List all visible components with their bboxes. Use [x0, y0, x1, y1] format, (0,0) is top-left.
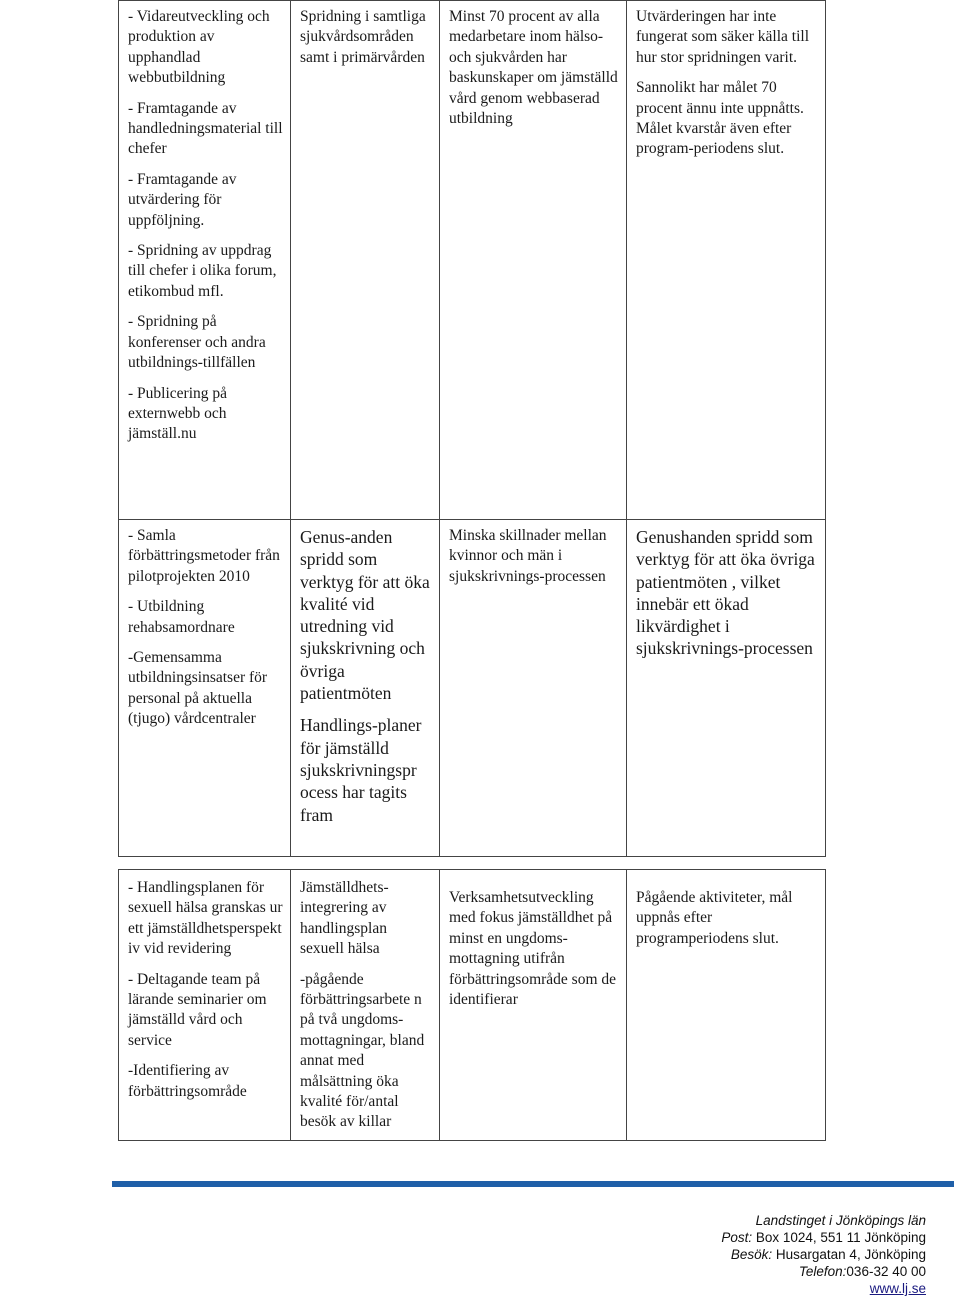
activities-cell — [119, 870, 291, 1141]
website-link[interactable]: www.lj.se — [869, 1281, 926, 1296]
evaluation-cell — [627, 870, 826, 1141]
cell-paragraph: - Framtagande av handledningsmaterial till chefer — [128, 99, 283, 158]
cell-paragraph: - Utbildning rehabsamordnare — [128, 598, 235, 636]
cell-paragraph: - Samla förbättringsmetoder från pilotprojekten 2010 — [128, 527, 280, 585]
cell-paragraph: Verksamhetsutveckling med fokus jämställdhet på minst en ungdoms-mottagning utifrån förbättringsområde som de identifierar — [449, 889, 617, 1009]
cell-paragraph: Jämställdhets-integrering av handlingsplan sexuell hälsa — [300, 879, 389, 958]
cell-paragraph: -pågående förbättringsarbete n på två ungdoms-mottagningar, bland annat med målsättning öka kvalité för/antal besök av killar — [300, 970, 425, 1131]
footer-divider — [112, 1181, 954, 1187]
cell-paragraph: - Deltagande team på lärande seminarier om jämställd vård och service — [128, 970, 267, 1049]
goal-cell — [440, 520, 627, 857]
cell-paragraph: Pågående aktiviteter, mål uppnås efter programperiodens slut. — [636, 889, 793, 947]
evaluation-cell — [627, 520, 826, 857]
phone-value: 036-32 40 00 — [846, 1264, 926, 1279]
page-footer — [721, 1212, 926, 1297]
cell-paragraph: - Handlingsplanen för sexuell hälsa granskas ur ett jämställdhetsperspekt iv vid revidering — [128, 879, 283, 958]
postal-address — [721, 1229, 926, 1246]
activities-cell — [119, 1, 291, 520]
cell-paragraph: - Publicering på externwebb och jämställ.nu — [128, 384, 228, 443]
result-cell — [291, 520, 440, 857]
result-cell — [291, 870, 440, 1141]
cell-paragraph: Genushanden spridd som verktyg för att öka övriga patientmöten , vilket innebär ett ökad likvärdighet i sjukskrivnings-processen — [636, 527, 815, 659]
cell-paragraph: Handlings-planer för jämställd sjukskrivningspr ocess har tagits fram — [300, 715, 422, 825]
goal-cell — [440, 1, 627, 520]
cell-paragraph: Spridning i samtliga sjukvårdsområden samt i primärvården — [300, 8, 426, 66]
cell-paragraph: - Vidareutveckling och produktion av upphandlad webbutbildning — [128, 8, 270, 87]
cell-paragraph: Minst 70 procent av alla medarbetare inom hälso- och sjukvården har baskunskaper om jämställd vård genom webbaserad utbildning — [449, 8, 618, 128]
phone-number — [721, 1263, 926, 1280]
table-section-2 — [118, 519, 826, 857]
post-label: Post: — [721, 1230, 753, 1245]
cell-paragraph: -Identifiering av förbättringsområde — [128, 1062, 247, 1100]
result-cell — [291, 1, 440, 520]
cell-paragraph: Minska skillnader mellan kvinnor och män i sjukskrivnings-processen — [449, 527, 607, 585]
table-section-3 — [118, 869, 826, 1141]
table-row — [119, 870, 826, 1141]
goal-cell — [440, 870, 627, 1141]
visit-value: Husargatan 4, Jönköping — [775, 1247, 926, 1262]
phone-label: Telefon: — [798, 1264, 847, 1279]
table-row — [119, 520, 826, 857]
cell-paragraph: - Framtagande av utvärdering för uppföljning. — [128, 170, 237, 229]
cell-paragraph: - Spridning av uppdrag till chefer i olika forum, etikombud mfl. — [128, 242, 277, 300]
visit-label: Besök: — [730, 1247, 773, 1262]
visit-address — [721, 1246, 926, 1263]
evaluation-cell — [627, 1, 826, 520]
cell-paragraph: Sannolikt har målet 70 procent ännu inte uppnåtts. Målet kvarstår även efter program-periodens slut. — [636, 79, 804, 158]
post-value: Box 1024, 551 11 Jönköping — [755, 1230, 926, 1245]
activities-cell — [119, 520, 291, 857]
cell-paragraph: -Gemensamma utbildningsinsatser för personal på aktuella (tjugo) vårdcentraler — [128, 649, 268, 728]
table-section-1 — [118, 0, 826, 520]
cell-paragraph: Genus-anden spridd som verktyg för att öka kvalité vid utredning vid sjukskrivning och övriga patientmöten — [300, 527, 430, 704]
cell-paragraph: Utvärderingen har inte fungerat som säker källa till hur stor spridningen varit. — [636, 8, 810, 66]
organization-name: Landstinget i Jönköpings län — [755, 1213, 926, 1228]
table-row — [119, 1, 826, 520]
cell-paragraph: - Spridning på konferenser och andra utbildnings-tillfällen — [128, 313, 266, 372]
